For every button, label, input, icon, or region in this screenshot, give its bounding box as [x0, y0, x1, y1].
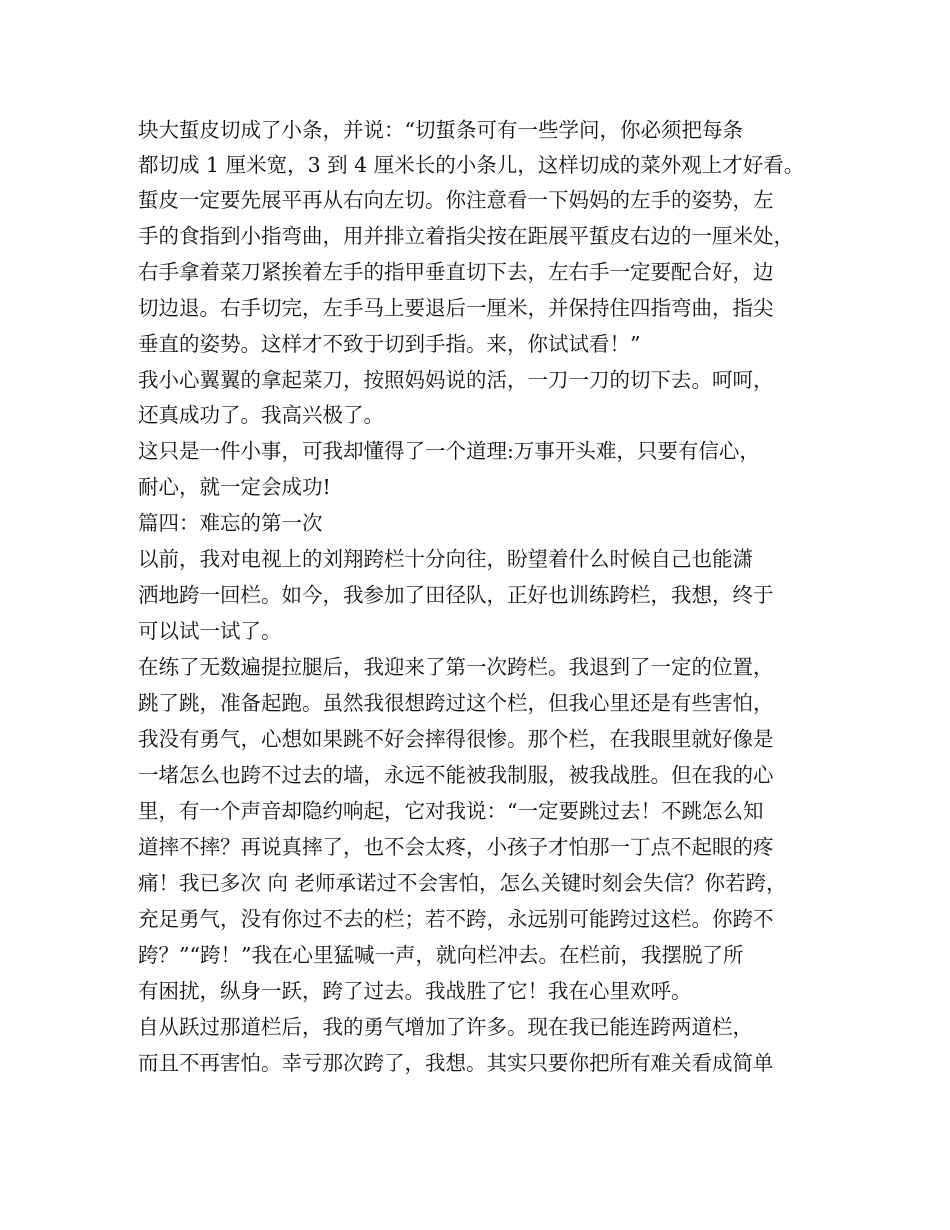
text-line: 耐心，就一定会成功!: [138, 475, 331, 499]
text-line: 痛！我已多次 向 老师承诺过不会害怕，怎么关键时刻会失信？你若跨，: [138, 871, 787, 895]
text-line: 在练了无数遍提拉腿后，我迎来了第一次跨栏。我退到了一定的位置，: [138, 655, 774, 679]
text-line: 块大蜇皮切成了小条，并说：“切蜇条可有一些学问，你必须把每条: [138, 118, 743, 142]
text-line: 道摔不摔？再说真摔了，也不会太疼，小孩子才怕那一丁点不起眼的疼: [138, 835, 774, 859]
text-line: 我没有勇气，心想如果跳不好会摔得很惨。那个栏，在我眼里就好像是: [138, 727, 774, 751]
text-line: 手的食指到小指弯曲，用并排立着指尖按在距展平蜇皮右边的一厘米处，: [138, 224, 794, 248]
text-line: 都切成 1 厘米宽，3 到 4 厘米长的小条儿，这样切成的菜外观上才好看。: [138, 153, 805, 177]
text-line: 跨？”“跨！”我在心里猛喊一声，就向栏冲去。在栏前，我摆脱了所: [138, 943, 744, 967]
text-line: 蜇皮一定要先展平再从右向左切。你注意看一下妈妈的左手的姿势，左: [138, 188, 774, 212]
text-line: 跳了跳，准备起跑。虽然我很想跨过这个栏，但我心里还是有些害怕，: [138, 691, 774, 715]
text-line: 有困扰，纵身一跃，跨了过去。我战胜了它！我在心里欢呼。: [138, 979, 692, 1003]
text-line: 切边退。右手切完，左手马上要退后一厘米，并保持住四指弯曲，指尖: [138, 296, 774, 320]
text-line: 而且不再害怕。幸亏那次跨了，我想。其实只要你把所有难关看成简单: [138, 1051, 774, 1075]
text-line: 垂直的姿势。这样才不致于切到手指。来，你试试看！”: [138, 332, 641, 356]
text-line: 自从跃过那道栏后，我的勇气增加了许多。现在我已能连跨两道栏，: [138, 1015, 753, 1039]
text-line: 里，有一个声音却隐约响起，它对我说：“一定要跳过去！不跳怎么知: [138, 799, 764, 823]
text-line: 洒地跨一回栏。如今，我参加了田径队，正好也训练跨栏，我想，终于: [138, 583, 774, 607]
text-line: 充足勇气，没有你过不去的栏；若不跨，永远别可能跨过这栏。你跨不: [138, 907, 774, 931]
text-line: 一堵怎么也跨不过去的墙，永远不能被我制服，被我战胜。但在我的心: [138, 763, 774, 787]
text-line: 右手拿着菜刀紧挨着左手的指甲垂直切下去，左右手一定要配合好，边: [138, 260, 774, 284]
text-line: 还真成功了。我高兴极了。: [138, 403, 384, 427]
section-heading: 篇四：难忘的第一次: [138, 511, 323, 535]
text-line: 以前，我对电视上的刘翔跨栏十分向往，盼望着什么时候自己也能潇: [138, 547, 753, 571]
text-line: 我小心翼翼的拿起菜刀，按照妈妈说的活，一刀一刀的切下去。呵呵，: [138, 368, 774, 392]
text-line: 可以试一试了。: [138, 619, 282, 643]
text-line: 这只是一件小事，可我却懂得了一个道理:万事开头难，只要有信心，: [138, 439, 760, 463]
